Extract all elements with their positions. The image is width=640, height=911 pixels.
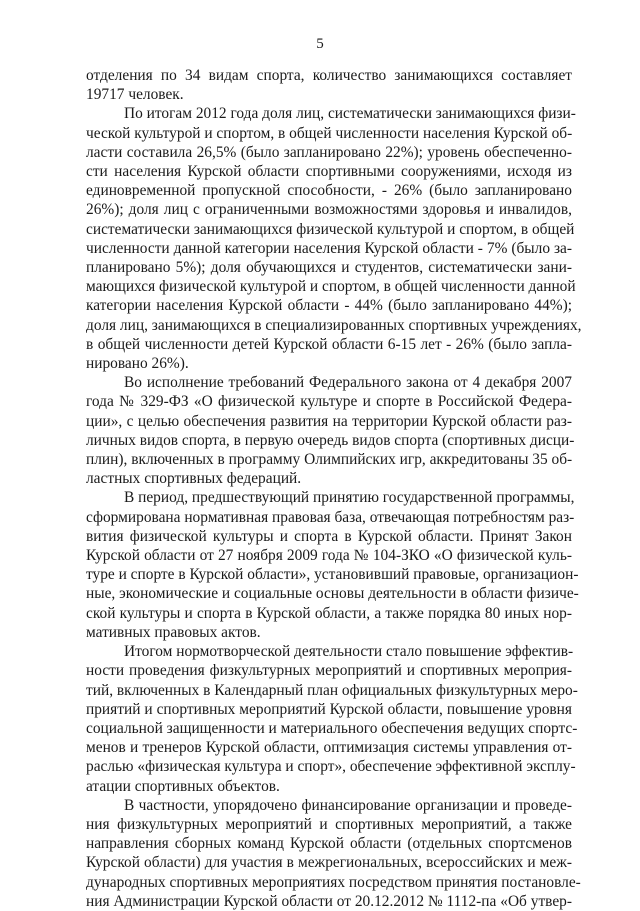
text-line: ласти составила 26,5% (было запланировано 22%); уровень обеспеченно- bbox=[86, 143, 572, 161]
text-line: ции», с целью обеспечения развития на территории Курской области раз- bbox=[86, 412, 572, 430]
text-line: раслью «физическая культура и спорт», обеспечение эффективной эксплу- bbox=[86, 758, 576, 776]
text-line: ластных спортивных федераций. bbox=[86, 470, 302, 488]
text-line: вития физической культуры и спорта в Курской области. Принят Закон bbox=[86, 527, 572, 545]
text-line: единовременной пропускной способности, - 26% (было запланировано bbox=[86, 182, 572, 200]
text-line: В период, предшествующий принятию государственной программы, bbox=[124, 489, 575, 507]
text-line: численности данной категории населения Курской области - 7% (было за- bbox=[86, 239, 572, 257]
text-line: ности проведения физкультурных мероприятий и спортивных мероприя- bbox=[86, 662, 572, 680]
text-line: приятий и спортивных мероприятий Курской области, повышение уровня bbox=[86, 700, 572, 718]
text-line: Курской области) для участия в межрегиональных, всероссийских и меж- bbox=[86, 854, 572, 872]
text-line: ния физкультурных мероприятий и спортивных мероприятий, а также bbox=[86, 815, 572, 833]
text-line: атации спортивных объектов. bbox=[86, 777, 280, 795]
text-line: менов и тренеров Курской области, оптимизация системы управления от- bbox=[86, 739, 572, 757]
text-line: ные, экономические и социальные основы деятельности в области физиче- bbox=[86, 585, 579, 603]
text-line: планировано 5%); доля обучающихся и студентов, систематически зани- bbox=[86, 259, 572, 277]
text-line: сти населения Курской области спортивными сооружениями, исходя из bbox=[86, 163, 572, 181]
text-line: По итогам 2012 года доля лиц, систематически занимающихся физи- bbox=[124, 105, 576, 123]
text-line: В частности, упорядочено финансирование организации и проведе- bbox=[124, 796, 572, 814]
document-text bbox=[86, 66, 582, 911]
text-line: 19717 человек. bbox=[86, 86, 184, 104]
text-line: Курской области от 27 ноября 2009 года № 104-ЗКО «О физической куль- bbox=[86, 547, 572, 565]
text-line: дународных спортивных мероприятиях посредством принятия постановле- bbox=[86, 873, 581, 891]
text-line: мающихся физической культурой и спортом, в общей численности данной bbox=[86, 278, 576, 296]
text-line: категории населения Курской области - 44% (было запланировано 44%); bbox=[86, 297, 572, 315]
text-line: социальной защищенности и материального обеспечения ведущих спортс- bbox=[86, 719, 578, 737]
text-line: доля лиц, занимающихся в специализированных спортивных учреждениях, bbox=[86, 316, 582, 334]
text-line: года № 329-ФЗ «О физической культуре и спорте в Российской Федера- bbox=[86, 393, 572, 411]
text-line: ния Администрации Курской области от 20.12.2012 № 1112-па «Об утвер- bbox=[86, 892, 572, 910]
text-line: Во исполнение требований Федерального закона от 4 декабря 2007 bbox=[124, 374, 572, 392]
text-line: ческой культурой и спортом, в общей численности населения Курской об- bbox=[86, 124, 573, 142]
text-line: нировано 26%). bbox=[86, 355, 189, 373]
text-line: отделения по 34 видам спорта, количество занимающихся составляет bbox=[86, 67, 572, 84]
text-line: мативных правовых актов. bbox=[86, 623, 261, 641]
text-line: 26%); доля лиц с ограниченными возможностями здоровья и инвалидов, bbox=[86, 201, 572, 219]
text-line: Итогом нормотворческой деятельности стало повышение эффектив- bbox=[124, 643, 574, 661]
text-line: сформирована нормативная правовая база, отвечающая потребностям раз- bbox=[86, 508, 575, 526]
text-line: личных видов спорта, в первую очередь видов спорта (спортивных дисци- bbox=[86, 431, 575, 449]
text-line: тий, включенных в Календарный план официальных физкультурных меро- bbox=[86, 681, 578, 699]
text-line: направления сборных команд Курской области (отдельных спортсменов bbox=[86, 835, 572, 853]
page-number: 5 bbox=[316, 36, 324, 52]
text-line: в общей численности детей Курской области 6-15 лет - 26% (было запла- bbox=[86, 335, 572, 353]
text-line: систематически занимающихся физической культурой и спортом, в общей bbox=[86, 220, 575, 238]
text-line: ской культуры и спорта в Курской области, а также порядка 80 иных нор- bbox=[86, 604, 572, 622]
text-line: туре и спорте в Курской области», установивший правовые, организацион- bbox=[86, 566, 579, 584]
text-line: плин), включенных в программу Олимпийских игр, аккредитованы 35 об- bbox=[86, 451, 573, 469]
